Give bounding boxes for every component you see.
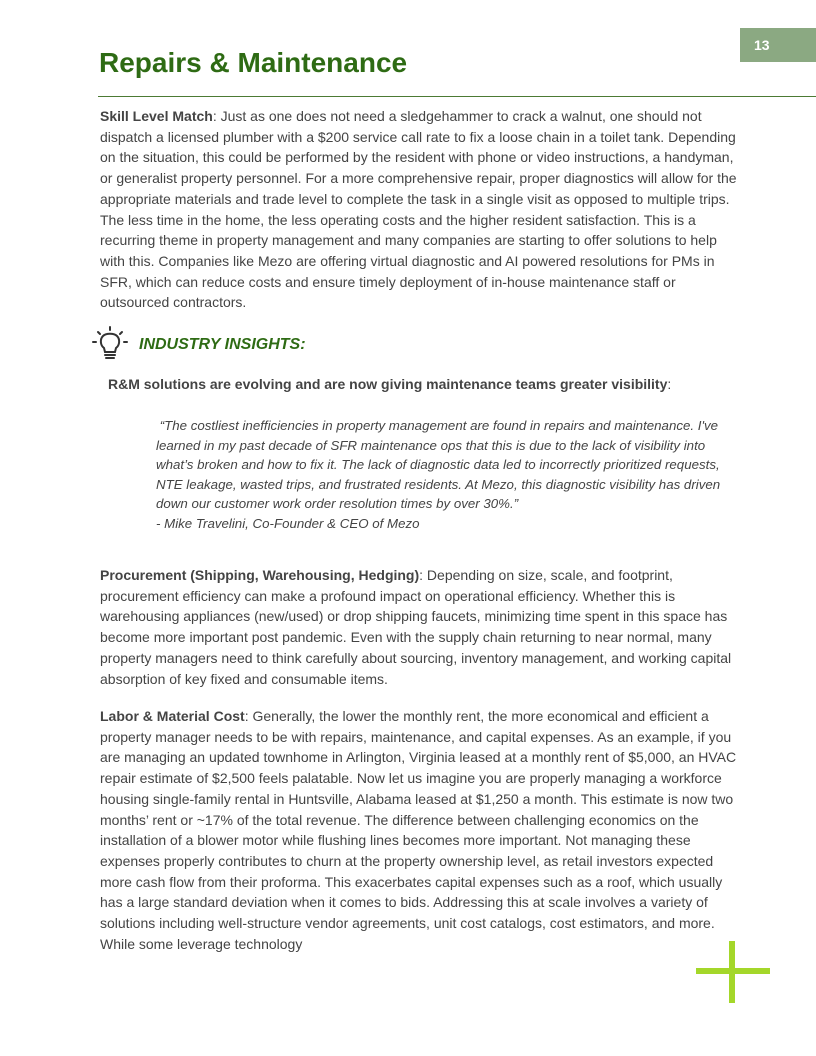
- title-divider: [98, 96, 816, 97]
- skill-level-label: Skill Level Match: [100, 108, 213, 124]
- industry-insights-heading: INDUSTRY INSIGHTS:: [139, 336, 306, 353]
- procurement-label: Procurement (Shipping, Warehousing, Hedging): [100, 567, 420, 583]
- page-number-badge: 13: [740, 28, 816, 62]
- insights-lead-suffix: :: [667, 376, 672, 392]
- plus-icon: [696, 941, 770, 1003]
- lightbulb-icon: [90, 326, 130, 364]
- industry-quote: [156, 416, 746, 533]
- labor-material-text: : Generally, the lower the monthly rent, the more economical and efficient a property manager needs to be with repairs, maintenance, and capital expenses. As an example, if you are managing an updated townhome in Arlington, Virginia leased at a monthly rent of $5,000, an HVAC repair estimate of $2,500 feels palatable. Now let us imagine you are properly managing a workforce housing single-family rental in Huntsville, Alabama leased at $1,250 a month. This estimate is now two months’ rent or ~17% of the total revenue. The difference between challenging economics on the installation of a blower motor while flushing lines becomes more important. Not managing these expenses properly contributes to churn at the property ownership level, as retail investors expected more cash flow from their proforma. This exacerbates capital expenses such as a roof, which usually has a large standard deviation when it comes to bids. Addressing this at scale involves a variety of solutions including well-structure vendor agreements, unit cost catalogs, cost estimators, and more. While some leverage technology: [100, 708, 737, 952]
- insights-lead-text: R&M solutions are evolving and are now giving maintenance teams greater visibility: [108, 376, 668, 392]
- quote-attribution: - Mike Travelini, Co-Founder & CEO of Mezo: [156, 515, 420, 531]
- insights-lead: [108, 376, 671, 392]
- page-title: Repairs & Maintenance: [99, 47, 408, 78]
- skill-level-paragraph: [100, 106, 740, 313]
- procurement-text: : Depending on size, scale, and footprint, procurement efficiency can make a profound impact on operational efficiency. Whether this is warehousing appliances (new/used) or drop shipping faucets, minimizing time spent in this space has become more important post pandemic. Even with the supply chain returning to near normal, many property managers need to think carefully about sourcing, inventory management, and working capital absorption of key fixed and consumable items.: [100, 567, 732, 687]
- procurement-paragraph: [100, 565, 740, 689]
- industry-insights-header: [90, 326, 490, 362]
- quote-text: “The costliest inefficiencies in property management are found in repairs and maintenance. I've learned in my past decade of SFR maintenance ops that this is due to the lack of visibility into what’s broken and how to fix it. The lack of diagnostic data led to incorrectly prioritized requests, NTE leakage, wasted trips, and frustrated residents. At Mezo, this diagnostic visibility has driven down our customer work order resolution times by over 30%.”: [156, 418, 721, 511]
- skill-level-text: : Just as one does not need a sledgehammer to crack a walnut, one should not dispatch a licensed plumber with a $200 service call rate to fix a loose chain in a toilet tank. Depending on the situation, this could be performed by the resident with phone or video instructions, a handyman, or generalist property personnel. For a more comprehensive repair, proper diagnostics will allow for the appropriate materials and trade level to complete the task in a single visit as opposed to multiple trips. The less time in the home, the less operating costs and the higher resident satisfaction. This is a recurring theme in property management and many companies are starting to offer solutions to help with this. Companies like Mezo are offering virtual diagnostic and AI powered resolutions for PMs in SFR, which can reduce costs and ensure timely deployment of in-house maintenance staff or outsourced contractors.: [100, 108, 737, 311]
- labor-material-paragraph: [100, 706, 740, 954]
- labor-material-label: Labor & Material Cost: [100, 708, 245, 724]
